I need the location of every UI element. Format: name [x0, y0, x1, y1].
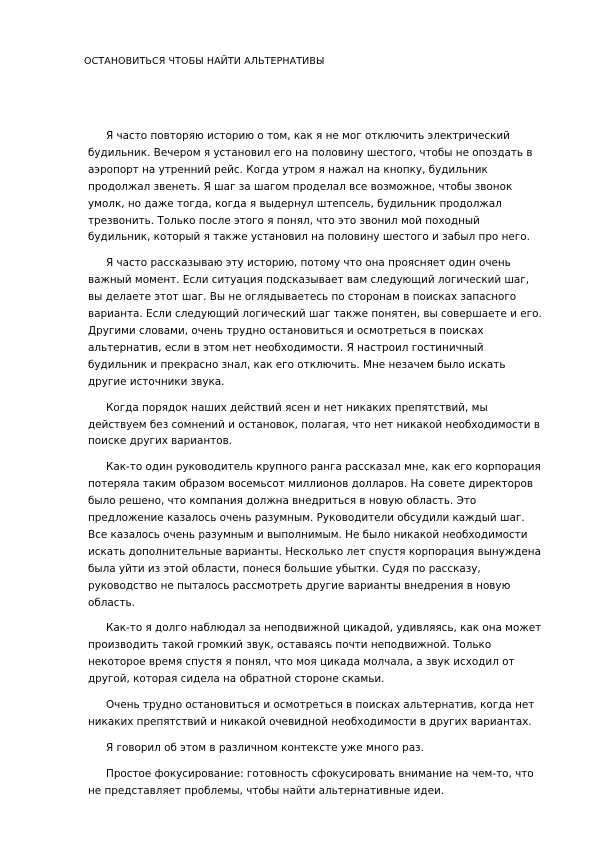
paragraph-hard-to-stop: Очень трудно остановиться и осмотреться в поисках альтернатив, когда нет никаких препятствий и никакой очевидной необходимости в других вариантах. — [88, 699, 535, 728]
paragraph-cicada: Как-то я долго наблюдал за неподвижной цикадой, удивляясь, как она может производить такой громкий звук, оставаясь почти неподвижной. Только некоторое время спустя я понял, что моя цикада молчала, а звук исходил от другой, которая сидела на обратной стороне скамьи. — [88, 622, 542, 686]
paragraph-corporation-loss: Как-то один руководитель крупного ранга рассказал мне, как его корпорация потеряла таким образом восемьсот миллионов долларов. На совете директоров было решено, что компания должна внедриться в новую область. Это предложение казалось очень разумным. Руководители обсудили каждый шаг. Все казалось очень разумным и выполнимым. Не было никакой необходимости искать дополнительные варианты. Несколько лет спустя корпорация вынуждена была уйти из этой области, понеся большие убытки. Судя по рассказу, руководство не пыталось рассмотреть другие варианты внедрения в новую область. — [88, 461, 541, 609]
paragraph-said-many-times: Я говорил об этом в различном контексте уже много раз. — [106, 741, 424, 754]
paragraph-important-moment: Я часто рассказываю эту историю, потому что она проясняет один очень важный момент. Если ситуация подсказывает вам следующий логический шаг, вы делаете этот шаг. Вы не оглядываетесь по сторонам в поисках запасного варианта. Если следующий логический шаг также понятен, вы совершаете и его. Другими словами, очень трудно остановиться и осмотреться в поисках альтернатив, если в этом нет необходимости. Я настроил гостиничный будильник и прекрасно знал, как его отключить. Мне незачем было искать другие источники звука. — [88, 257, 542, 388]
paragraph-alarm-story: Я часто повторяю историю о том, как я не мог отключить электрический будильник. Вечером я установил его на половину шестого, чтобы не опоздать в аэропорт на утренний рейс. Когда утром я нажал на кнопку, будильник продолжал звенеть. Я шаг за шагом проделал все возможное, чтобы звонок умолк, но даже тогда, когда я выдернул штепсель, будильник продолжал трезвонить. Только после этого я понял, что это звонил мой походный будильник, который я также установил на половину шестого и забыл про него. — [88, 130, 533, 244]
document-body — [88, 128, 544, 809]
paragraph-simple-focusing: Простое фокусирование: готовность сфокусировать внимание на чем-то, что не представляет проблемы, чтобы найти альтернативные идеи. — [88, 767, 534, 797]
document-title: ОСТАНОВИТЬСЯ ЧТОБЫ НАЙТИ АЛЬТЕРНАТИВЫ — [84, 56, 325, 67]
paragraph-clear-action-order: Когда порядок наших действий ясен и нет никаких препятствий, мы действуем без сомнений и остановок, полагая, что нет никакой необходимости в поиске других вариантов. — [88, 401, 540, 448]
